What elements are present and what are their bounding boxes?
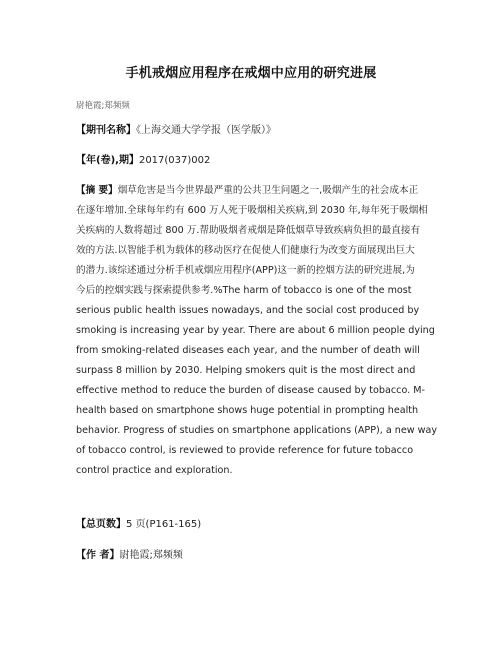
abstract-line: 效的方法.以智能手机为载体的移动医疗在促使人们健康行为改变方面展现出巨大	[76, 245, 415, 256]
pages-value: 5 页(P161-165)	[126, 519, 202, 530]
pages-label: 【总页数】	[76, 519, 126, 530]
document-title: 手机戒烟应用程序在戒烟中应用的研究进展	[125, 66, 377, 81]
authors-value: 尉艳霞;郑频频	[119, 550, 183, 561]
abstract-line: smoking is increasing year by year. There are about 6 million people dying	[76, 325, 435, 336]
abstract-block	[76, 181, 438, 481]
year-label: 【年(卷),期】	[76, 155, 139, 166]
pages-field	[76, 515, 436, 535]
abstract-line: 今后的控烟实践与探索提供参考.%The harm of tobacco is one of the most	[76, 285, 412, 296]
abstract-line: behavior. Progress of studies on smartphone applications (APP), a new way	[76, 425, 438, 436]
year-value: 2017(037)002	[138, 155, 211, 166]
abstract-line: effective method to reduce the burden of disease caused by tobacco. M-	[76, 385, 425, 396]
abstract-line: control practice and exploration.	[76, 465, 233, 476]
authors-label: 【作 者】	[76, 550, 120, 561]
journal-field	[76, 121, 436, 141]
year-field	[76, 151, 436, 171]
abstract-line: 在逐年增加.全球每年约有 600 万人死于吸烟相关疾病,到 2030 年,每年死于吸烟相	[76, 205, 428, 216]
journal-value: 《上海交通大学学报（医学版）》	[136, 125, 276, 136]
author-line: 尉艳霞;郑频频	[76, 101, 130, 111]
abstract-line: of tobacco control, is reviewed to provide reference for future tobacco	[76, 445, 414, 456]
abstract-line: surpass 8 million by 2030. Helping smokers quit is the most direct and	[76, 365, 416, 376]
journal-label: 【期刊名称】	[76, 125, 136, 136]
abstract-label: 【摘 要】	[76, 185, 118, 196]
abstract-line: 【摘 要】烟草危害是当今世界最严重的公共卫生问题之一,吸烟产生的社会成本正	[76, 185, 419, 196]
authors-field	[76, 546, 436, 566]
abstract-line: 的潜力.该综述通过分析手机戒烟应用程序(APP)这一新的控烟方法的研究进展,为	[76, 265, 415, 276]
abstract-line: 关疾病的人数将超过 800 万.帮助吸烟者戒烟是降低烟草导致疾病负担的最直接有	[76, 225, 421, 236]
abstract-line: health based on smartphone shows huge potential in prompting health	[76, 405, 419, 416]
abstract-line: from smoking-related diseases each year, and the number of death will	[76, 345, 420, 356]
abstract-line: serious public health issues nowadays, and the social cost produced by	[76, 305, 420, 316]
